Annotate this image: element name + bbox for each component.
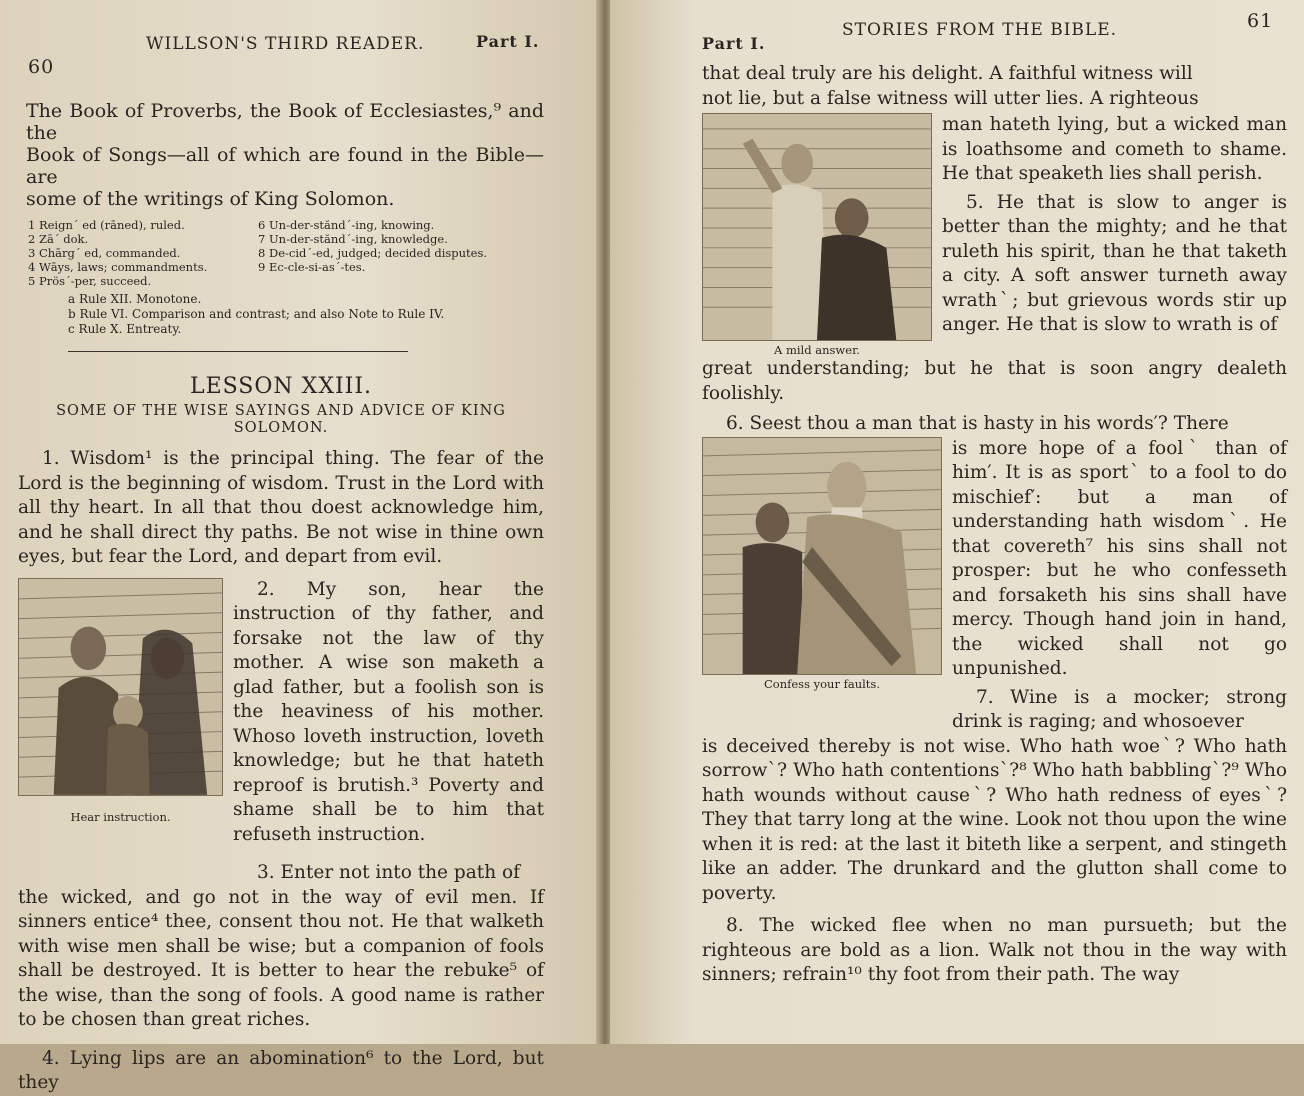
- engraving-hear-instruction: [18, 578, 223, 796]
- footnote-4: 4 Wāys, laws; commandments.: [28, 260, 208, 274]
- paragraph-4-cont-2: not lie, but a false witness will utter lies. A righteous: [702, 87, 1199, 109]
- figure-2-wrap-text: [942, 113, 1287, 357]
- paragraph-6-start: 6. Seest thou a man that is hasty in his words′? There: [726, 413, 1229, 434]
- running-title-right: STORIES FROM THE BIBLE.: [842, 20, 1118, 40]
- rule-note-a: a Rule XII. Monotone.: [68, 292, 202, 306]
- lesson-title: LESSON XXIII.: [189, 374, 373, 399]
- rule-note-c: c Rule X. Entreaty.: [68, 322, 182, 336]
- figure-3-wrap-text: [952, 437, 1287, 735]
- footnotes-col-2: [258, 218, 538, 288]
- page-number-right: 61: [1247, 10, 1274, 32]
- rule-notes: [68, 292, 544, 337]
- figure-1-caption: Hear instruction.: [70, 809, 171, 824]
- part-label-left: Part I.: [476, 32, 540, 51]
- lesson-subtitle: [18, 403, 544, 437]
- footnote-2: 2 Zā´ dok.: [28, 232, 89, 246]
- right-page: [610, 0, 1304, 1044]
- figure-1-wrap-text: [233, 578, 544, 886]
- engraving-mild-answer: [702, 113, 932, 341]
- intro-line-2: Book of Songs—all of which are found in the Bible—are: [26, 144, 544, 188]
- footnote-7: 7 Un-der-stănd´-ing, knowledge.: [258, 232, 448, 246]
- paragraph-8: 8. The wicked flee when no man pursueth; but the righteous are bold as a lion. Walk not thou in the way with sinners; refrain¹⁰ thy foot from their path. The way: [702, 915, 1287, 985]
- figure-1-row: [18, 578, 544, 886]
- right-text: [702, 62, 1287, 988]
- part-label-right: Part I.: [702, 34, 766, 53]
- paragraph-3-rest: the wicked, and go not in the way of evil men. If sinners entice⁴ thee, consent thou not. He that walketh with wise men shall be wise; but a companion of fools shall be destroyed. It is better to hear the rebuke⁵ of the wise, than the song of fools. A good name is rather to be chosen than great riches.: [18, 886, 544, 1030]
- intro-line-3: some of the writings of King Solomon.: [26, 188, 395, 210]
- footnote-8: 8 De-cid´-ed, judged; decided disputes.: [258, 246, 488, 260]
- paragraph-1: 1. Wisdom¹ is the principal thing. The fear of the Lord is the beginning of wisdom. Trust in the Lord with all thy heart. In all that thou doest acknowledge him, and he shall direct thy paths. Be not wise in thine own eyes, but fear the Lord, and depart from evil.: [18, 448, 544, 567]
- footnotes: [18, 218, 544, 288]
- paragraph-2: 2. My son, hear the instruction of thy father, and forsake not the law of thy mother. A wise son maketh a glad father, but a foolish son is the heaviness of his mother. Whoso loveth instruction, loveth knowledge; but he that hateth reproof is brutish.³ Poverty and shame shall be to him that refuseth instruction.: [233, 578, 544, 845]
- intro-text: [18, 100, 544, 210]
- engraving-confess-faults: [702, 437, 942, 675]
- figure-2-row: [702, 113, 1287, 357]
- rule-note-b: b Rule VI. Comparison and contrast; and also Note to Rule IV.: [68, 307, 445, 321]
- running-title-left: WILLSON'S THIRD READER.: [146, 34, 425, 54]
- footnote-1: 1 Reign´ ed (rāned), ruled.: [28, 218, 185, 232]
- engraving-image-3: [703, 438, 941, 674]
- section-divider: [68, 351, 408, 352]
- footnote-3: 3 Chārg´ ed, commanded.: [28, 246, 181, 260]
- paragraph-6-wrap: is more hope of a foolˋ than of him′. It is as sportˋ to a fool to do mischief′: but a man of understanding hath wisdomˋ. He that covereth⁷ his sins shall not prosper: but he who confesseth and forsaketh his sins shall have mercy. Though hand join in hand, the wicked shall not go unpunished.: [952, 437, 1287, 679]
- figure-2: [702, 113, 932, 357]
- page-number-left: 60: [28, 56, 55, 78]
- paragraph-4-cont-1: that deal truly are his delight. A faithful witness will: [702, 63, 1193, 84]
- paragraph-4-start: 4. Lying lips are an abomination⁶ to the Lord, but they: [18, 1047, 544, 1093]
- left-page: [0, 0, 600, 1093]
- footnote-9: 9 Ec-cle-si-as´-tes.: [258, 260, 366, 274]
- footnotes-col-1: [28, 218, 258, 288]
- running-head-right: [702, 10, 1284, 53]
- footnote-5: 5 Prös´-per, succeed.: [28, 274, 152, 288]
- engraving-image-2: [703, 114, 931, 340]
- figure-2-caption: A mild answer.: [774, 343, 860, 357]
- paragraph-5-end: great understanding; but he that is soon angry dealeth foolishly.: [702, 358, 1287, 404]
- paragraph-3-start: 3. Enter not into the path of: [257, 862, 520, 883]
- footnote-6: 6 Un-der-stănd´-ing, knowing.: [258, 218, 435, 232]
- engraving-image: [19, 579, 222, 795]
- lesson-subtitle-line-1: SOME OF THE WISE SAYINGS AND ADVICE OF KING: [56, 403, 506, 419]
- paragraph-7-rest: is deceived thereby is not wise. Who hath woeˋ? Who hath sorrowˋ? Who hath contentionsˋ?⁸ Who hath babblingˋ?⁹ Who hath wounds without causeˋ? Who hath redness of eyesˋ? They that tarry long at the wine. Look not thou upon the wine when it is red: at the last it biteth like a serpent, and stingeth like an adder. The drunkard and the glutton shall come to poverty.: [702, 735, 1287, 904]
- paragraph-7-start: 7. Wine is a mocker; strong drink is raging; and whosoever: [952, 686, 1287, 732]
- paragraph-4-wrap: man hateth lying, but a wicked man is loathsome and cometh to shame. He that speaketh lies shall perish.: [942, 114, 1287, 184]
- lesson-subtitle-line-2: SOLOMON.: [233, 420, 329, 436]
- figure-1: [18, 578, 223, 886]
- intro-line-1: The Book of Proverbs, the Book of Ecclesiastes,⁹ and the: [26, 100, 544, 144]
- figure-3: [702, 437, 942, 735]
- figure-3-row: [702, 437, 1287, 735]
- figure-3-caption: Confess your faults.: [763, 676, 880, 691]
- running-head-left: [18, 22, 544, 78]
- paragraph-5: 5. He that is slow to anger is better than the mighty; and he that ruleth his spirit, than he that taketh a city. A soft answer turneth away wrathˋ; but grievous words stir up anger. He that is slow to wrath is of: [942, 191, 1287, 335]
